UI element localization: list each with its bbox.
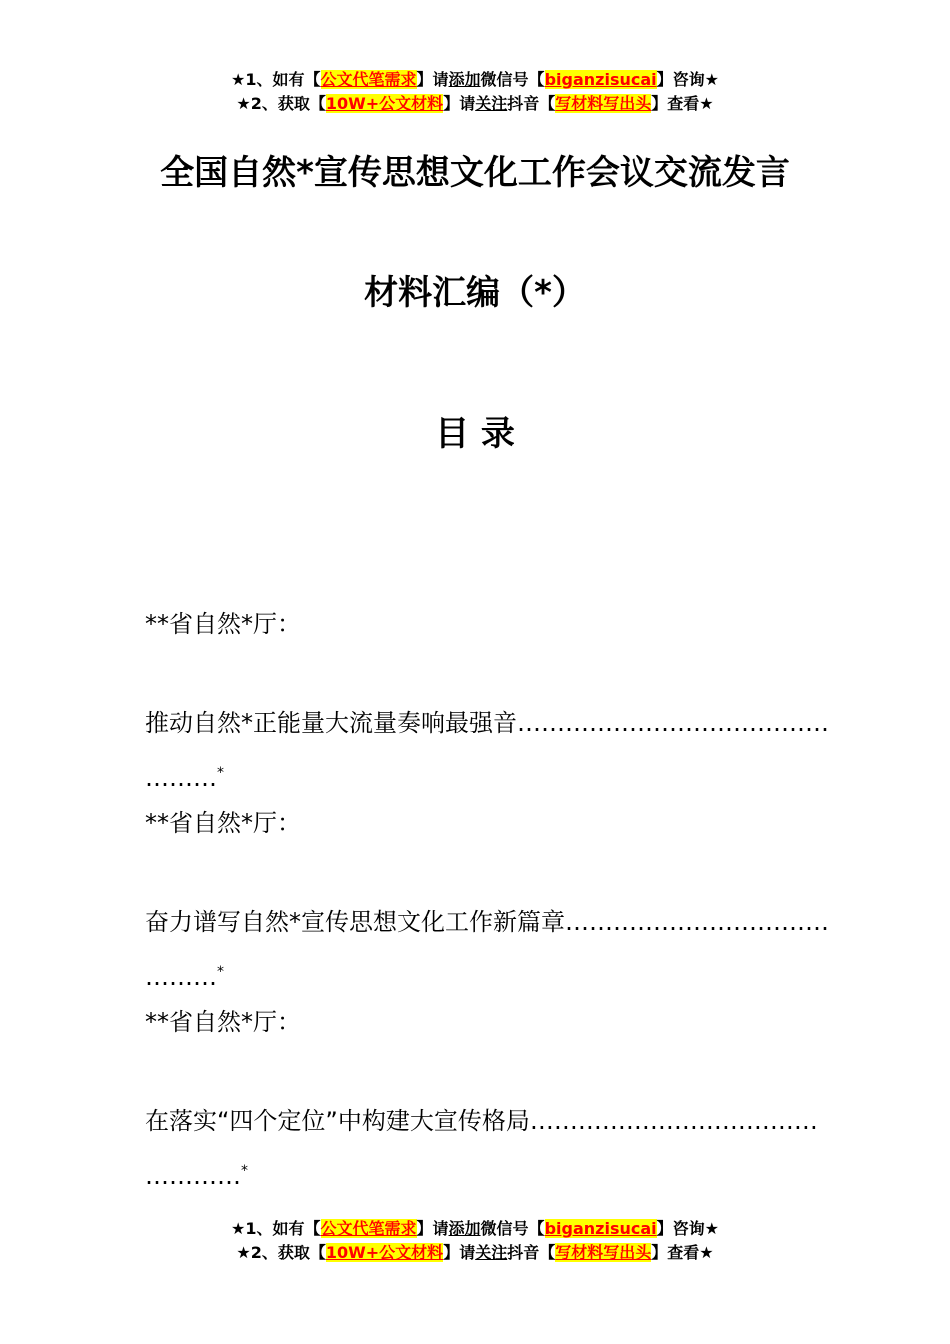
- toc-entry-page: [145, 758, 810, 793]
- toc-org: **省自然*厅：: [145, 610, 301, 638]
- banner-text: 】请: [443, 1243, 476, 1262]
- toc-title: 在落实“四个定位”中构建大宣传格局: [145, 1107, 530, 1135]
- service-highlight: 公文代笔需求: [320, 70, 417, 89]
- service-highlight: 公文代笔需求: [320, 1219, 417, 1238]
- toc-dots: ………: [145, 963, 217, 991]
- banner-line-1: [0, 1217, 950, 1241]
- toc-entry-page: [145, 957, 810, 992]
- toc-dots: ……………………………: [565, 908, 829, 936]
- douyin-id-highlight: 写材料写出头: [555, 94, 652, 113]
- banner-underline: 添加: [448, 1219, 481, 1238]
- toc-page-number: *: [217, 964, 224, 980]
- banner-underline: 关注: [475, 1243, 508, 1262]
- bottom-banner: [0, 1217, 950, 1265]
- banner-text: 】请: [416, 70, 449, 89]
- banner-text: ★1、如有【: [231, 70, 321, 89]
- banner-line-1: [0, 68, 950, 92]
- toc-dots: …………………………………: [517, 709, 829, 737]
- banner-text: 】请: [416, 1219, 449, 1238]
- wechat-id-highlight: biganzisucai: [544, 70, 657, 89]
- banner-text: 】查看★: [651, 1243, 714, 1262]
- toc-dots: ………: [145, 764, 217, 792]
- toc-entry-page: [145, 1156, 810, 1191]
- douyin-id-highlight: 写材料写出头: [555, 1243, 652, 1262]
- top-banner: [0, 68, 950, 116]
- banner-text: 微信号【: [480, 70, 545, 89]
- banner-text: ★2、获取【: [236, 1243, 326, 1262]
- banner-line-2: [0, 1241, 950, 1265]
- toc-dots: …………: [145, 1162, 241, 1190]
- toc-org: **省自然*厅：: [145, 809, 301, 837]
- toc-entry-title: [145, 1106, 818, 1136]
- banner-line-2: [0, 92, 950, 116]
- toc-entry-title: [145, 708, 829, 738]
- banner-text: ★2、获取【: [236, 94, 326, 113]
- toc-title: 奋力谱写自然*宣传思想文化工作新篇章: [145, 908, 565, 936]
- toc-title: 推动自然*正能量大流量奏响最强音: [145, 709, 517, 737]
- banner-text: 抖音【: [507, 1243, 556, 1262]
- materials-highlight: 10W+公文材料: [325, 1243, 444, 1262]
- document-title-line-1: 全国自然*宣传思想文化工作会议交流发言: [160, 153, 790, 193]
- document-title-line-2: 材料汇编（*）: [364, 273, 586, 313]
- banner-underline: 关注: [475, 94, 508, 113]
- banner-text: 】咨询★: [656, 1219, 719, 1238]
- banner-text: 】咨询★: [656, 70, 719, 89]
- toc-page-number: *: [241, 1163, 248, 1179]
- banner-text: ★1、如有【: [231, 1219, 321, 1238]
- toc-page-number: *: [217, 765, 224, 781]
- banner-text: 】请: [443, 94, 476, 113]
- banner-text: 微信号【: [480, 1219, 545, 1238]
- toc-dots: ………………………………: [529, 1107, 818, 1135]
- banner-text: 抖音【: [507, 94, 556, 113]
- banner-underline: 添加: [448, 70, 481, 89]
- toc-entry-title: [145, 907, 829, 937]
- toc-heading: 目 录: [435, 414, 515, 454]
- wechat-id-highlight: biganzisucai: [544, 1219, 657, 1238]
- banner-text: 】查看★: [651, 94, 714, 113]
- materials-highlight: 10W+公文材料: [325, 94, 444, 113]
- toc-org: **省自然*厅：: [145, 1008, 301, 1036]
